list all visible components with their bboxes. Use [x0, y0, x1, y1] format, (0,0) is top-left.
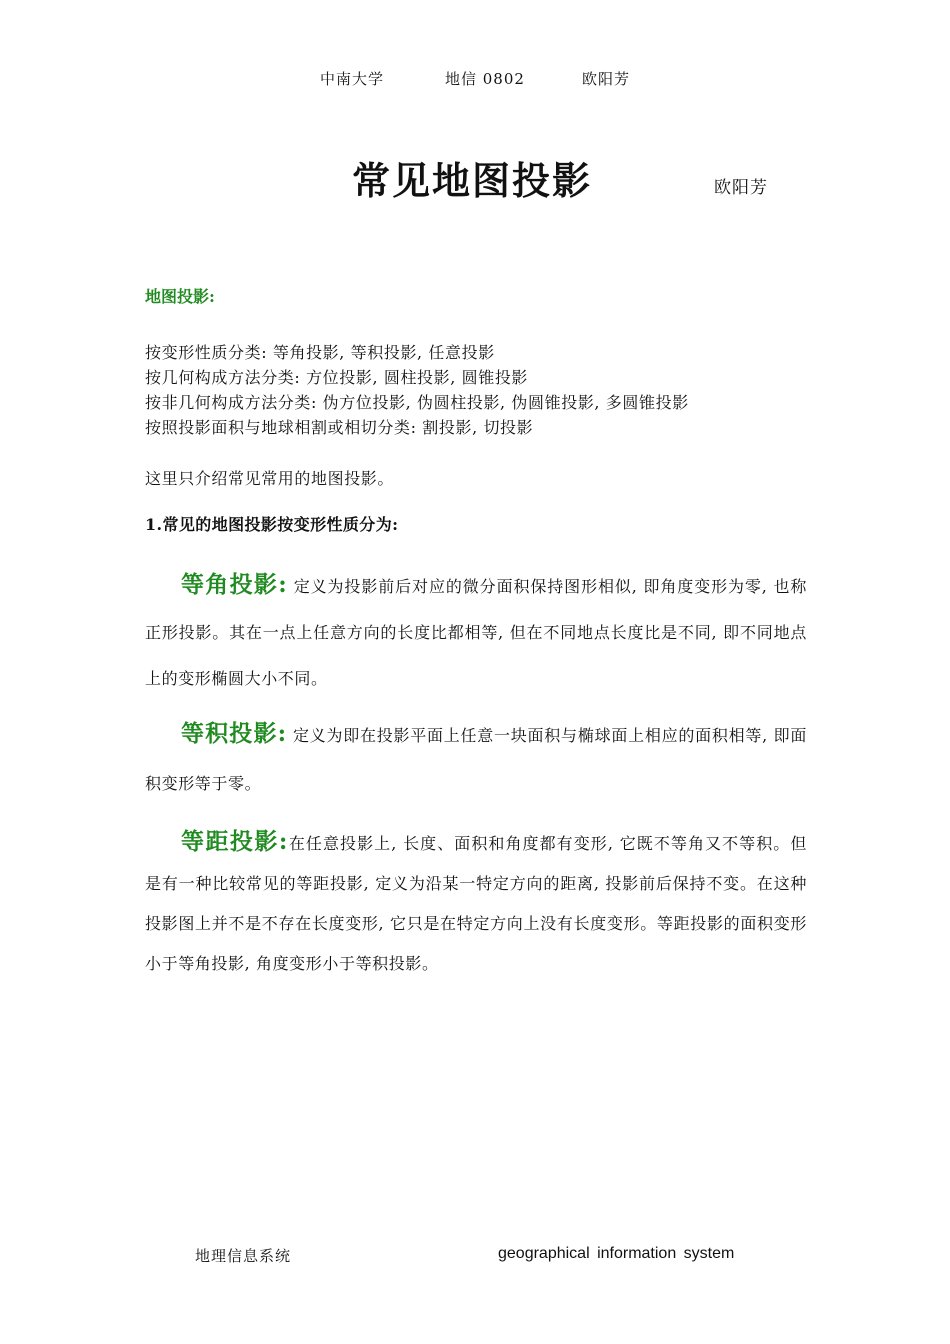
footer-right: geographical information system: [498, 1245, 735, 1262]
numbered-heading: 1.常见的地图投影按变形性质分为:: [145, 515, 399, 534]
intro-text: 这里只介绍常见常用的地图投影。: [145, 469, 395, 488]
header-class: 地信 0802: [445, 70, 525, 88]
classification-list: [145, 340, 689, 440]
definition-text: 定义为即在投影平面上任意一块面积与椭球面上相应的面积相等, 即面积变形等于零。: [145, 726, 807, 793]
footer-left: 地理信息系统: [195, 1247, 292, 1265]
page-title: 常见地图投影: [352, 158, 593, 203]
definition-term: 等距投影:: [181, 828, 289, 855]
definition-paragraph-equal-area: [145, 710, 807, 808]
header-author: 欧阳芳: [582, 70, 631, 88]
definition-term: 等角投影:: [181, 571, 288, 598]
title-author: 欧阳芳: [714, 178, 768, 198]
header-university: 中南大学: [320, 70, 385, 88]
definition-paragraph-equidistant: [145, 822, 807, 984]
classification-item: 按非几何构成方法分类: 伪方位投影, 伪圆柱投影, 伪圆锥投影, 多圆锥投影: [145, 393, 689, 412]
definition-text: 定义为投影前后对应的微分面积保持图形相似, 即角度变形为零, 也称正形投影。其在一点上任意方向的长度比都相等, 但在不同地点长度比是不同, 即不同地点上的变形椭圆大小不同。: [145, 577, 807, 688]
definition-term: 等积投影:: [181, 720, 288, 747]
section-heading: 地图投影:: [145, 287, 215, 306]
definition-paragraph-conformal: [145, 562, 807, 702]
classification-item: 按照投影面积与地球相割或相切分类: 割投影, 切投影: [145, 418, 534, 437]
classification-item: 按几何构成方法分类: 方位投影, 圆柱投影, 圆锥投影: [145, 368, 529, 387]
classification-item: 按变形性质分类: 等角投影, 等积投影, 任意投影: [145, 343, 495, 362]
definition-text: 在任意投影上, 长度、面积和角度都有变形, 它既不等角又不等积。但是有一种比较常见的等距投影, 定义为沿某一特定方向的距离, 投影前后保持不变。在这种投影图上并不是不存在长度变形, 它只是在特定方向上没有长度变形。等距投影的面积变形小于等角投影, 角度变形小于等积投影。: [145, 834, 807, 973]
